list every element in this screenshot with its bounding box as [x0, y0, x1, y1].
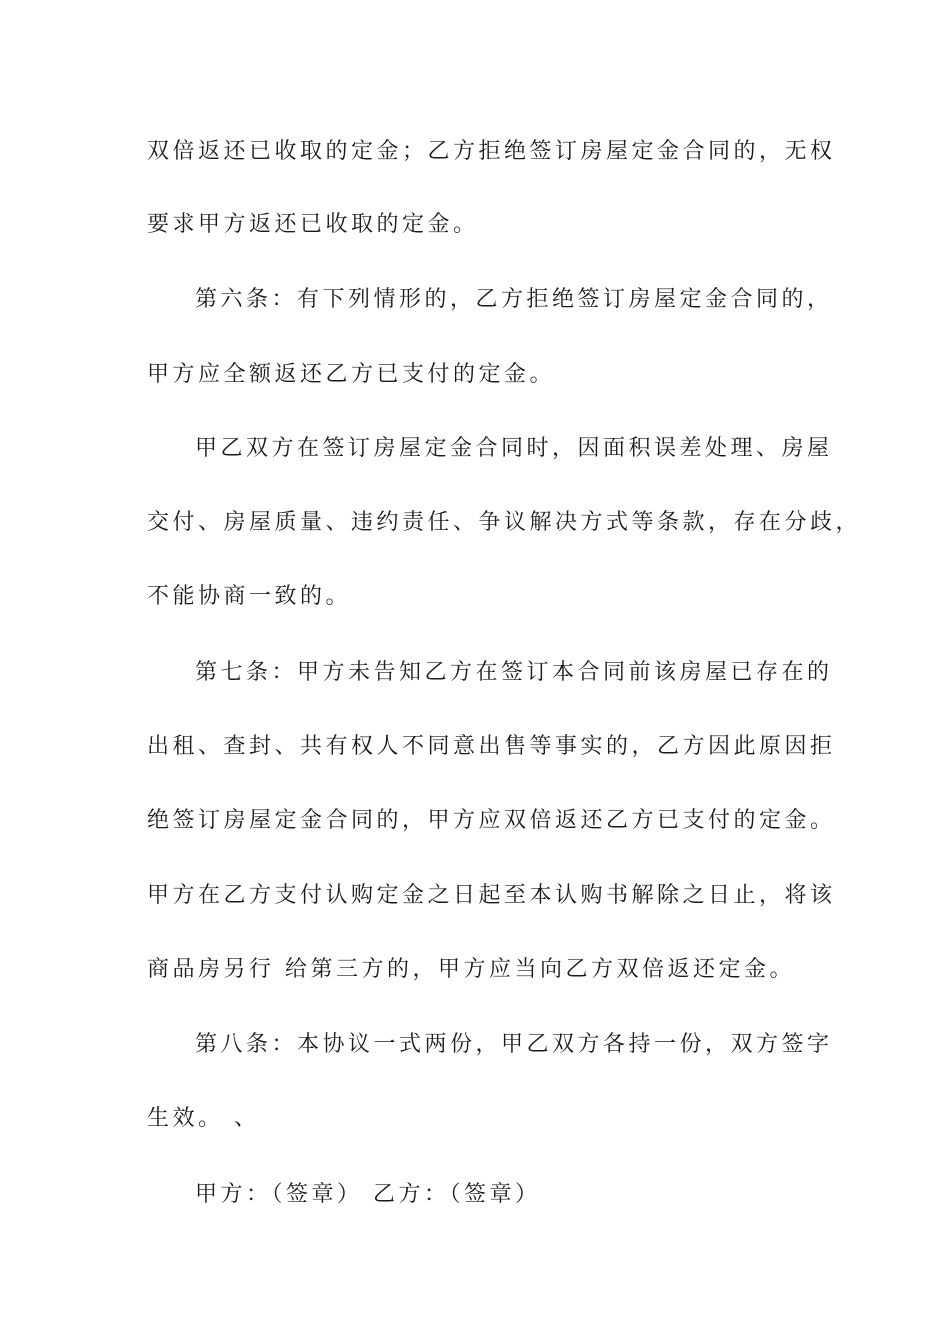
text-line: 交付、房屋质量、违约责任、争议解决方式等条款，存在分歧， [147, 510, 862, 535]
text-line: 甲方在乙方支付认购定金之日起至本认购书解除之日止，将该 [147, 883, 836, 908]
text-line: 甲方应全额返还乙方已支付的定金。 [147, 362, 556, 387]
article-seven-heading: 第七条：甲方未告知乙方在签订本合同前该房屋已存在的 [195, 660, 833, 685]
text-line: 双倍返还已收取的定金；乙方拒绝签订房屋定金合同的，无权 [147, 139, 836, 164]
text-line: 要求甲方返还已收取的定金。 [147, 212, 479, 237]
text-line: 商品房另行 给第三方的，甲方应当向乙方双倍返还定金。 [147, 957, 795, 982]
text-line: 绝签订房屋定金合同的，甲方应双倍返还乙方已支付的定金。 [147, 808, 836, 833]
text-line: 甲乙双方在签订房屋定金合同时，因面积误差处理、房屋 [195, 436, 833, 461]
article-eight-heading: 第八条：本协议一式两份，甲乙双方各持一份，双方签字 [195, 1032, 833, 1057]
text-line: 不能协商一致的。 [147, 584, 352, 609]
signature-line: 甲方：（签章） 乙方：（签章） [195, 1182, 541, 1207]
text-line: 生效。 、 [147, 1106, 260, 1131]
text-line: 出租、查封、共有权人不同意出售等事实的，乙方因此原因拒 [147, 734, 836, 759]
article-six-heading: 第六条：有下列情形的，乙方拒绝签订房屋定金合同的， [195, 287, 833, 312]
